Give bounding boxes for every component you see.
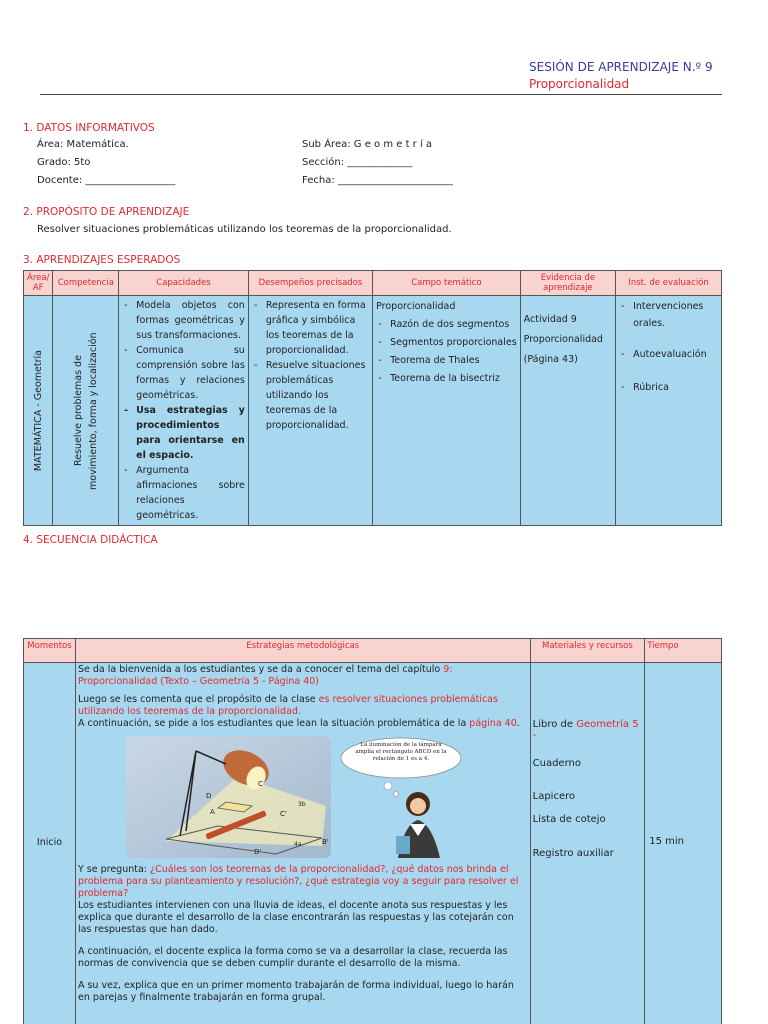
desempenos-cell (248, 296, 372, 526)
fecha-field: Fecha: _______________________ (302, 175, 453, 186)
evidencia-line: Actividad 9 (523, 314, 577, 325)
subarea-field: Sub Área: G e o m e t r í a (302, 139, 433, 150)
strategy-text: Y se pregunta: (77, 864, 151, 875)
section2-title: 2. PROPÓSITO DE APRENDIZAJE (23, 206, 190, 218)
strategy-paragraph: A su vez, explica que en un primer momento trabajarán de forma individual, luego lo harán en parejas y finalmente trabajarán en forma grupal. (77, 980, 514, 1003)
section1-title: 1. DATOS INFORMATIVOS (23, 122, 155, 134)
capacidades-cell (119, 296, 249, 526)
col-tiempo: Tiempo (645, 639, 722, 663)
header-divider (40, 94, 722, 95)
chapter-ref: 9: Proporcionalidad (Texto – Geometría 5 - Página 40) (77, 664, 453, 687)
material-item: Lapicero (532, 791, 576, 802)
capacidad-item: - Usa estrategias y procedimientos para orientarse en el espacio. (122, 403, 245, 463)
strategy-text: . (516, 718, 520, 729)
desempeno-item: - Resuelve situaciones problemáticas utilizando los teoremas de la proporcionalidad. (252, 358, 369, 433)
col-momentos: Momentos (24, 639, 76, 663)
didactic-sequence-table (23, 638, 722, 1024)
strategy-paragraph (78, 718, 528, 730)
desempeno-item: - Representa en forma gráfica y simbólica los teoremas de la proporcionalidad. (252, 298, 369, 358)
evidencia-cell (520, 296, 615, 526)
col-evidencia: Evidencia de aprendizaje (520, 271, 615, 296)
area-text: MATEMÁTICA - Geometría (32, 349, 44, 472)
svg-text:C': C' (279, 810, 287, 818)
materials-cell (530, 663, 645, 1024)
campo-item: - Razón de dos segmentos (376, 316, 517, 334)
evidencia-line: (Página 43) (523, 354, 578, 365)
campo-cell (373, 296, 521, 526)
area-field: Área: Matemática. (37, 139, 129, 150)
material-text: Libro de (532, 719, 577, 730)
capacidad-item: - Modela objetos con formas geométricas y sus transformaciones. (122, 298, 245, 343)
strategy-text: Luego se les comenta que el propósito de la clase (77, 694, 319, 705)
svg-text:C: C (257, 780, 263, 788)
session-topic: Proporcionalidad (529, 77, 630, 91)
campo-item: - Teorema de Thales (376, 352, 517, 370)
page-ref: página 40 (469, 718, 517, 729)
time-cell (645, 663, 722, 1024)
campo-item: - Teorema de la bisectriz (376, 370, 517, 388)
svg-text:B': B' (321, 838, 329, 846)
col-instrumentos: Inst. de evaluación (616, 271, 722, 296)
col-capacidades: Capacidades (119, 271, 249, 296)
seccion-field: Sección: _____________ (302, 157, 413, 168)
area-cell (24, 296, 53, 526)
strategy-paragraph (78, 664, 528, 688)
competencia-text: Resuelve problemas de movimiento, forma y localización (72, 331, 99, 490)
instrumento-item: - Intervenciones orales. (619, 298, 718, 332)
strategy-paragraph (78, 864, 528, 900)
instrumento-item: - Rúbrica (619, 379, 718, 396)
svg-text:A: A (209, 808, 215, 816)
competencia-cell (53, 296, 119, 526)
purpose-text: Resolver situaciones problemáticas utilizando los teoremas de la proporcionalidad. (37, 224, 452, 235)
col-competencia: Competencia (53, 271, 119, 296)
moment-cell (24, 663, 76, 1024)
instrumento-item: - Autoevaluación (619, 346, 718, 363)
strategy-paragraph (78, 694, 528, 718)
svg-text:4a: 4a (293, 841, 302, 848)
col-estrategias: Estrategias metodológicas (75, 639, 530, 663)
section3-title: 3. APRENDIZAJES ESPERADOS (23, 254, 181, 266)
strategy-paragraph: A continuación, el docente explica la forma como se va a desarrollar la clase, recuerda las normas de convivencia que se deben cumplir durante el desarrollo de la misma. (77, 946, 508, 969)
strategy-text: A continuación, se pide a los estudiantes que lean la situación problemática de la (77, 718, 470, 729)
svg-text:D': D' (253, 848, 262, 856)
material-item: Cuaderno (532, 758, 581, 769)
col-area: Área/ AF (24, 271, 53, 296)
problem-illustration (126, 736, 476, 858)
evidencia-line: Proporcionalidad (523, 334, 603, 345)
material-item: Registro auxiliar (532, 848, 614, 859)
instrumentos-cell (616, 296, 722, 526)
col-desempenos: Desempeños precisados (248, 271, 372, 296)
capacidad-item: - Comunica su comprensión sobre las formas y relaciones geométricas. (122, 343, 245, 403)
col-campo: Campo temático (373, 271, 521, 296)
thought-bubble-text: La iluminación de la lámpara amplía el rectángulo ABCD en la relación de 1 es a 4. (355, 742, 447, 762)
capacidad-item: - Argumenta afirmaciones sobre relaciones geométricas. (122, 463, 245, 523)
strategies-cell (75, 663, 530, 1024)
questions-text: ¿Cuáles son los teoremas de la proporcionalidad?, ¿qué datos nos brinda el problema para su planteamiento y resolución?, ¿qué estrategia voy a seguir para resolver el problema? (77, 864, 519, 899)
section4-title: 4. SECUENCIA DIDÁCTICA (23, 534, 158, 546)
purpose-ref: es resolver situaciones problemáticas utilizando los teoremas de la proporcionalidad. (77, 694, 498, 717)
moment-label: Inicio (36, 837, 63, 848)
strategy-text: Se da la bienvenida a los estudiantes y se da a conocer el tema del capítulo (77, 664, 444, 675)
session-title: SESIÓN DE APRENDIZAJE N.º 9 (529, 60, 713, 74)
svg-text:3b: 3b (297, 801, 306, 808)
expected-learning-table (23, 270, 722, 526)
material-item: Lista de cotejo (532, 814, 606, 825)
campo-title: Proporcionalidad (376, 301, 456, 312)
book-ref: Geometría 5 - (532, 719, 639, 741)
svg-text:D: D (205, 792, 212, 800)
col-materiales: Materiales y recursos (530, 639, 645, 663)
grado-field: Grado: 5to (37, 157, 91, 168)
campo-item: - Segmentos proporcionales (376, 334, 517, 352)
materials-book (533, 719, 643, 741)
docente-field: Docente: __________________ (37, 175, 176, 186)
strategy-paragraph: Los estudiantes intervienen con una lluvia de ideas, el docente anota sus respuestas y les explica que durante el desarrollo de la clase encontrarán las respuestas y las cotejarán con las respuestas que han dado. (77, 900, 514, 935)
time-label: 15 min (649, 836, 684, 847)
